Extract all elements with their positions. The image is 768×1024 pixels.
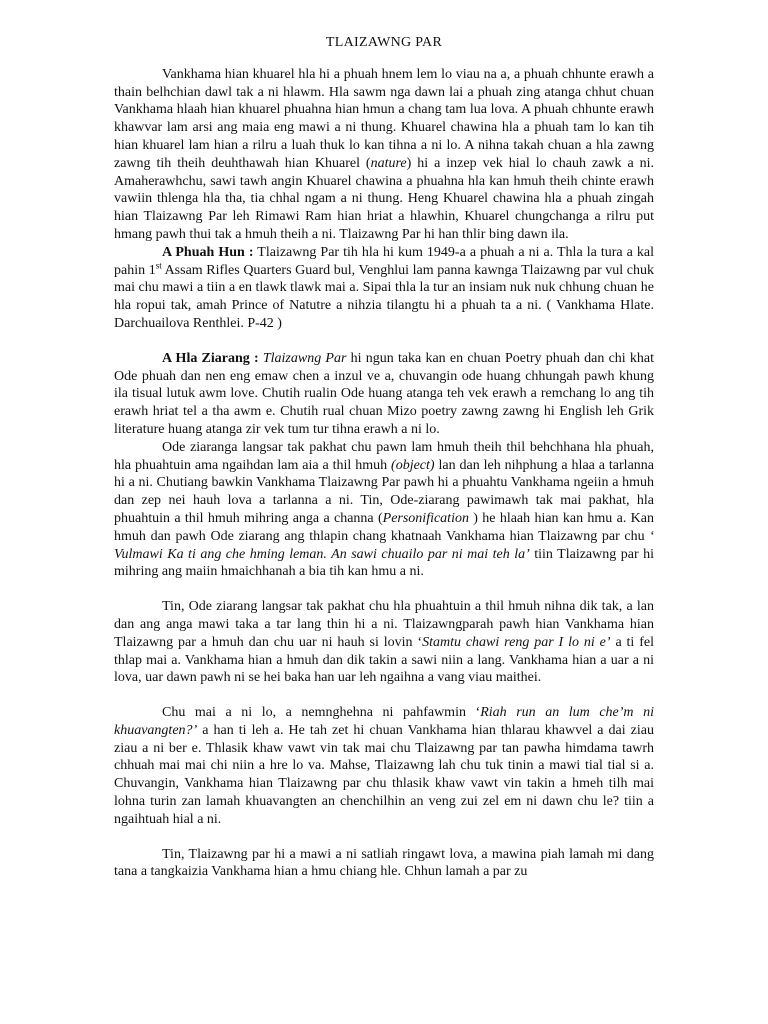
phuah-hun-text-cont: Assam Rifles Quarters Guard bul, Venghlui lam panna kawnga Tlaizawng par vul chuk mai chu mawi a tiin a en tlawk tlawk mai a. Sipai thla la tur an insiam nuk nuk chhung chuan he hla ropui tak, amah Prince of Natutre a nihzia tilangtu hi a phuah ta a ni. ( Vankhama Hlate. Darchuailova Renthlei. P-42 ) — [114, 262, 654, 331]
intro-text-cont: ) hi a inzep vek hial lo chauh zawk a ni. Amaherawhchu, sawi tawh angin Khuarel chawina a phuahna hla kan hmuh theih chinte erawh vawiin thlenga hla tha, tia chhal ngam a ni thung. Heng Khuarel chawina hla a phuah zingah hian Tlaizawng Par leh Rimawi Ram hian hriat a hlawhin, Khuarel chungchanga a rilru put hmang pawh thui tak a hmuh theih a ni. Tlaizawng Par hi han thlir bing dawn ila. — [114, 155, 655, 242]
italic-quote-stamtu: Stamtu chawi reng par I lo ni e’ — [422, 634, 611, 650]
heading-hla-ziarang: A Hla Ziarang : — [162, 350, 259, 366]
paragraph-phuah-hun — [114, 244, 654, 333]
ode-text-2: lan dan leh nihphung a hlaa a tarlanna hi a ni. Chutiang bawkin Vankhama Tlaizawng Par pawh hi a phuahtu Vankhama ngeiin a hmuh dan zep nei hauh lova a tarlanna a ni. Tin, Ode-ziarang pawimawh tak mai pakhat, hla phuahtuin a thil hmuh mihring anga a channa ( — [114, 457, 654, 526]
ode-text-4: tiin Tlaizawng par hi mihring ang maiin hmaichhanah a bia tih kan hmu a ni. — [114, 546, 654, 580]
italic-quote-vulmawi: ‘ Vulmawi Ka ti ang che hming leman. An sawi chuailo par ni mai teh la’ — [114, 528, 654, 562]
phuah-hun-text: Tlaizawng Par tih hla hi kum 1949-a a phuah a ni a. Thla la tura a kal pahin 1 — [114, 244, 655, 278]
hla-ziarang-text: hi ngun taka kan en chuan Poetry phuah dan chi khat Ode phuah dan nen eng emaw chen a inzul ve a, chuvangin ode huang chhungah pawh khung ila tisual lutuk awm love. Chutih rualin Ode huang atanga teh vek erawh a remchang lo ang tih erawh hriat tel a tha awm e. Chutih rual chuan Mizo poetry zawng zawng hi English leh Grik literature huang atanga zir vek tum tur tihna erawh a ni lo. — [114, 350, 654, 437]
paragraph-final: Tin, Tlaizawng par hi a mawi a ni satliah ringawt lova, a mawina piah lamah mi dang tana a tangkaizia Vankhama hian a hmu chiang hle. Chhun lamah a par zu — [114, 846, 654, 880]
italic-object: (object) — [391, 457, 435, 473]
italic-tlaizawng-par: Tlaizawng Par — [262, 350, 347, 366]
paragraph-intro — [114, 66, 654, 244]
intro-text: Vankhama hian khuarel hla hi a phuah hnem lem lo viau na a, a phuah chhunte erawh a thain belhchian dawl tak a ni hlawm. Hla sawm nga dawn lai a phuah zing atanga chhut chuan Vankhama hlaah hian khuarel phuahna hian hmun a chang tam lua lova. A phuah chhunte erawh khawvar lam arsi ang maia eng mawi a ni thung. Khuarel chawina hla a phuah tam lo kan tih hian khuarel lam hian a rilru a luah thuk lo kan tihna a ni lo. A nihna takah chuan a hla zawng zawng tih theih deuhthawah hian Khuarel ( — [114, 66, 654, 171]
page-title: TLAIZAWNG PAR — [325, 35, 443, 50]
ode-text: Ode ziaranga langsar tak pakhat chu pawn lam hmuh theih thil behchhana hla phuah, hla phuahtuin ama ngaihdan lam aia a thil hmuh — [114, 439, 654, 473]
document-page — [114, 34, 654, 881]
paragraph-hla-ziarang — [114, 350, 654, 439]
paragraph-ode — [114, 439, 654, 581]
italic-quote-riah-run: Riah run an lum che’m ni khuavangten?’ — [114, 705, 654, 738]
superscript-st: st — [155, 259, 162, 270]
heading-phuah-hun: A Phuah Hun : — [162, 244, 254, 260]
paragraph-ode-langsar — [114, 598, 654, 687]
ode-langsar-text-cont: a ti fel thlap mai a. Vankhama hian a hmuh dan dik takin a sawi niin a lang. Vankhama hian a uar a ni lova, uar dawn pawh ni se hei baka han uar leh ngaihna a vang viau maithei. — [114, 634, 654, 686]
italic-personification: Personification — [382, 510, 469, 526]
nemnghehna-text-cont: a han ti leh a. He tah zet hi chuan Vankhama hian thlarau khawvel a dai ziau ziau a ni ber e. Thlasik khaw vawt vin tak mai chu Tlaizawng par tan pawha himdama tawrh chhuah mai mai chi niin a hre lo va. Mahse, Tlaizawng lah chu tuk tinin a mawi tial tial si a. Chuvangin, Vankhama hian Tlaizawng par chu thlasik khaw vawt vin takin a hmeh tilh mai lohna turin zan lamah khuavangten an chenchilhin an veng zui zel em ni dawn chu le? tiin a ngaihtuah hial a ni. — [114, 722, 654, 827]
paragraph-nemnghehna — [114, 704, 654, 829]
intro-italic-nature: nature — [370, 155, 407, 171]
ode-langsar-text: Tin, Ode ziarang langsar tak pakhat chu hla phuahtuin a thil hmuh nihna dik tak, a lan dan ang anga mawi taka a tar lang thin hi a ni. Tlaizawngparah pawh hian Vankhama hian Tlaizawng par a hmuh dan chu uar ni hauh si lovin ‘ — [114, 599, 654, 650]
ode-text-3: ) he hlaah hian kan hmu a. Kan hmuh dan pawh Ode ziarang ang thlapin chang khatnaah Vankhama hian Tlaizawng par chu — [114, 510, 654, 544]
nemnghehna-text: Chu mai a ni lo, a nemnghehna ni pahfawmin ‘ — [162, 705, 481, 721]
